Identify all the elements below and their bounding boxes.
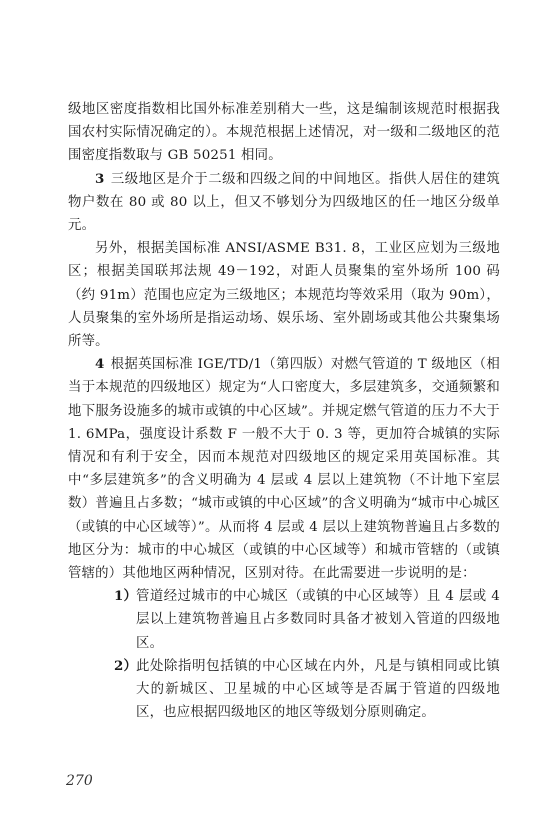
paragraph-number: 3 (95, 170, 105, 187)
list-marker: 1） (114, 588, 138, 605)
paragraph-continuation: 级地区密度指数相比国外标准差别稍大一些，这是编制该规范时根据我国农村实际情况确定的）。本规范根据上述情况，对一级和二级地区的范围密度指数取与 GB 50251 相同。 (68, 102, 500, 164)
paragraph-text: 根据英国标准 IGE/TD/1（第四版）对燃气管道的 T 级地区（相当于本规范的四级地区）规定为“人口密度大，多层建筑多，交通频繁和地下服务设施多的城市或镇的中心区域”。并规定燃气管道的压力不大于 1. 6MPa，强度设计系数 F 一般不大于 0. 3 等，更加符合城镇的实际情况和有利于安全，因而本规范对四级地区的规定采用英国标准。其中“多层建筑多”的含义明确为 4 层或 4 层以上建筑物（不计地下室层数）普遍且占多数；“城市或镇的中心区域”的含义明确为“城市中心城区（或镇的中心区域等）”。从而将 4 层或 4 层以上建筑物普遍且占多数的地区分为：城市的中心城区（或镇的中心区域等）和城市管辖的（或镇管辖的）其他地区两种情况，区别对待。在此需要进一步说明的是： (68, 357, 500, 582)
list-item (68, 655, 500, 725)
list-marker: 2） (114, 657, 138, 674)
paragraph-additional: 另外，根据美国标准 ANSI/ASME B31. 8，工业区应划为三级地区；根据美国联邦法规 49－192，对距人员聚集的室外场所 100 码（约 91m）范围也应定为三级地区；本规范均等效采用（取为 90m），人员聚集的室外场所是指运动场、娱乐场、室外剧场或其他公共聚集场所等。 (68, 241, 500, 350)
page-number: 270 (66, 773, 93, 789)
paragraph-item-3 (68, 168, 500, 238)
document-page (68, 98, 500, 724)
list-item (68, 585, 500, 655)
paragraph-text: 三级地区是介于二级和四级之间的中间地区。指供人居住的建筑物户数在 80 或 80 以上，但又不够划分为四级地区的任一地区分级单元。 (68, 171, 500, 234)
paragraph-item-4 (68, 353, 500, 585)
list-item-text: 此处除指明包括镇的中心区域在内外，凡是与镇相同或比镇大的新城区、卫星城的中心区域等是否属于管道的四级地区，也应根据四级地区的地区等级划分原则确定。 (136, 658, 500, 721)
list-item-text: 管道经过城市的中心城区（或镇的中心区域等）且 4 层或 4 层以上建筑物普遍且占多数同时具备才被划入管道的四级地区。 (136, 589, 500, 651)
paragraph-number: 4 (95, 356, 105, 373)
note-list (68, 585, 500, 724)
